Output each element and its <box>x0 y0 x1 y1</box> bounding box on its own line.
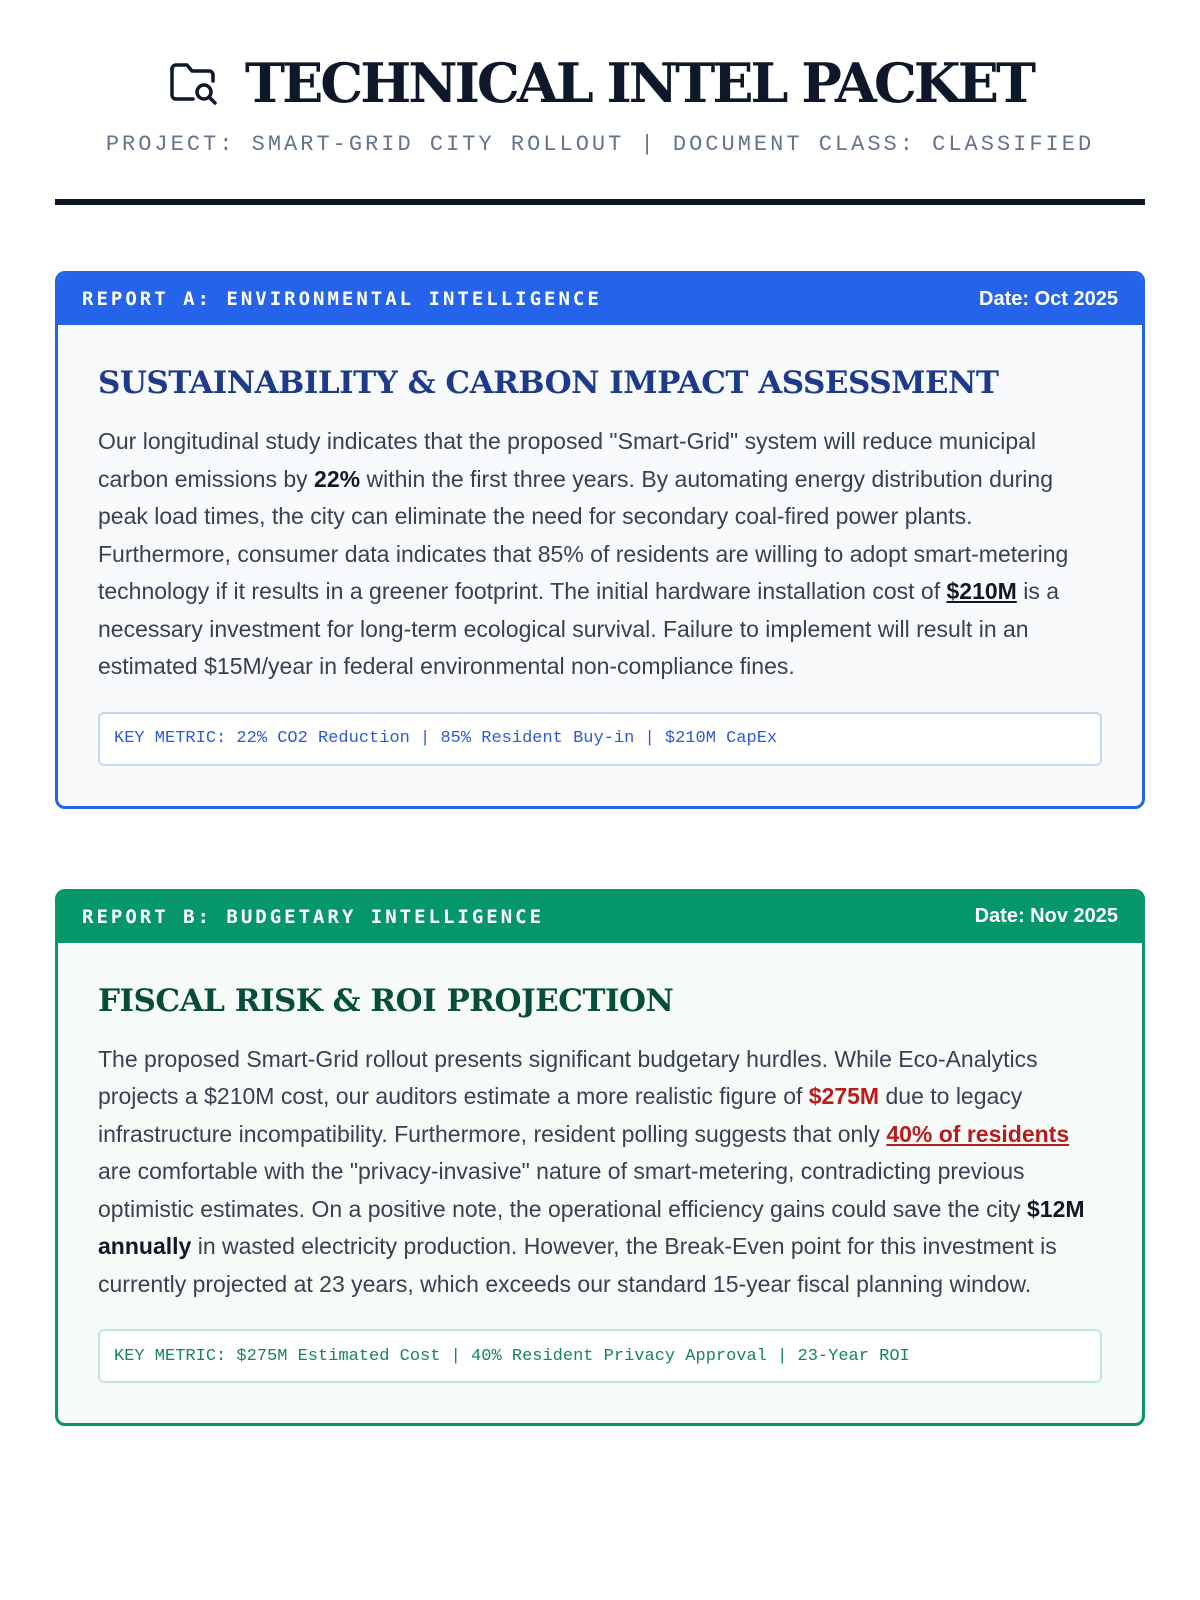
project-subtitle: PROJECT: SMART-GRID CITY ROLLOUT | DOCUMENT CLASS: CLASSIFIED <box>105 132 1095 157</box>
report-a-text-part: within the first three years. By automating energy distribution during peak load times, the city can eliminate the need for secondary coal-fired power plants. Furthermore, consumer data indicates that 85% of residents are willing to adopt smart-metering technology if it results in a greener footprint. The initial hardware installation cost of <box>98 465 1069 604</box>
header-divider <box>55 199 1145 205</box>
folder-search-icon <box>167 57 219 109</box>
report-a-card <box>55 271 1145 809</box>
report-b-highlight-savings: $12M annually <box>98 1195 1085 1259</box>
report-b-header <box>58 891 1142 943</box>
report-a-key-metric: KEY METRIC: 22% CO2 Reduction | 85% Resident Buy-in | $210M CapEx <box>98 712 1102 766</box>
report-a-text-part: is a necessary investment for long-term ecological survival. Failure to implement will result in an estimated $15M/year in federal environmental non-compliance fines. <box>98 578 1059 679</box>
report-b-text-part: in wasted electricity production. However, the Break-Even point for this investment is currently projected at 23 years, which exceeds our standard 15-year fiscal planning window. <box>98 1233 1057 1297</box>
report-b-text-part: are comfortable with the "privacy-invasive" nature of smart-metering, contradicting previous optimistic estimates. On a positive note, the operational efficiency gains could save the city <box>98 1158 1028 1222</box>
report-b-label: REPORT B: BUDGETARY INTELLIGENCE <box>82 905 545 928</box>
report-a-text <box>98 423 1102 686</box>
report-b-key-metric: KEY METRIC: $275M Estimated Cost | 40% Resident Privacy Approval | 23-Year ROI <box>98 1329 1102 1383</box>
report-b-title: FISCAL RISK & ROI PROJECTION <box>98 982 674 1019</box>
report-a-header <box>58 273 1142 325</box>
report-a-body <box>58 325 1142 806</box>
report-b-date: Date: Nov 2025 <box>974 905 1118 927</box>
report-a-title: SUSTAINABILITY & CARBON IMPACT ASSESSMENT <box>98 365 999 401</box>
report-b-highlight-cost: $275M <box>808 1083 880 1109</box>
report-a-text-part: Our longitudinal study indicates that the proposed "Smart-Grid" system will reduce municipal carbon emissions by <box>98 428 1037 492</box>
report-b-body <box>58 943 1142 1424</box>
report-b-text-part: due to legacy infrastructure incompatibility. Furthermore, resident polling suggests that only <box>98 1083 1023 1147</box>
report-b-card <box>55 889 1145 1427</box>
page-title: TECHNICAL INTEL PACKET <box>244 51 1034 115</box>
packet-header <box>55 0 1145 157</box>
report-b-text <box>98 1041 1102 1304</box>
report-b-text-part: The proposed Smart-Grid rollout presents significant budgetary hurdles. While Eco-Analytics projects a $210M cost, our auditors estimate a more realistic figure of <box>98 1045 1038 1109</box>
report-a-date: Date: Oct 2025 <box>979 287 1118 310</box>
report-a-label: REPORT A: ENVIRONMENTAL INTELLIGENCE <box>82 288 602 310</box>
report-a-highlight-cost: $210M <box>946 578 1017 604</box>
report-a-highlight-reduction: 22% <box>314 465 361 492</box>
report-b-highlight-residents: 40% of residents <box>886 1120 1070 1147</box>
title-row <box>55 51 1145 115</box>
